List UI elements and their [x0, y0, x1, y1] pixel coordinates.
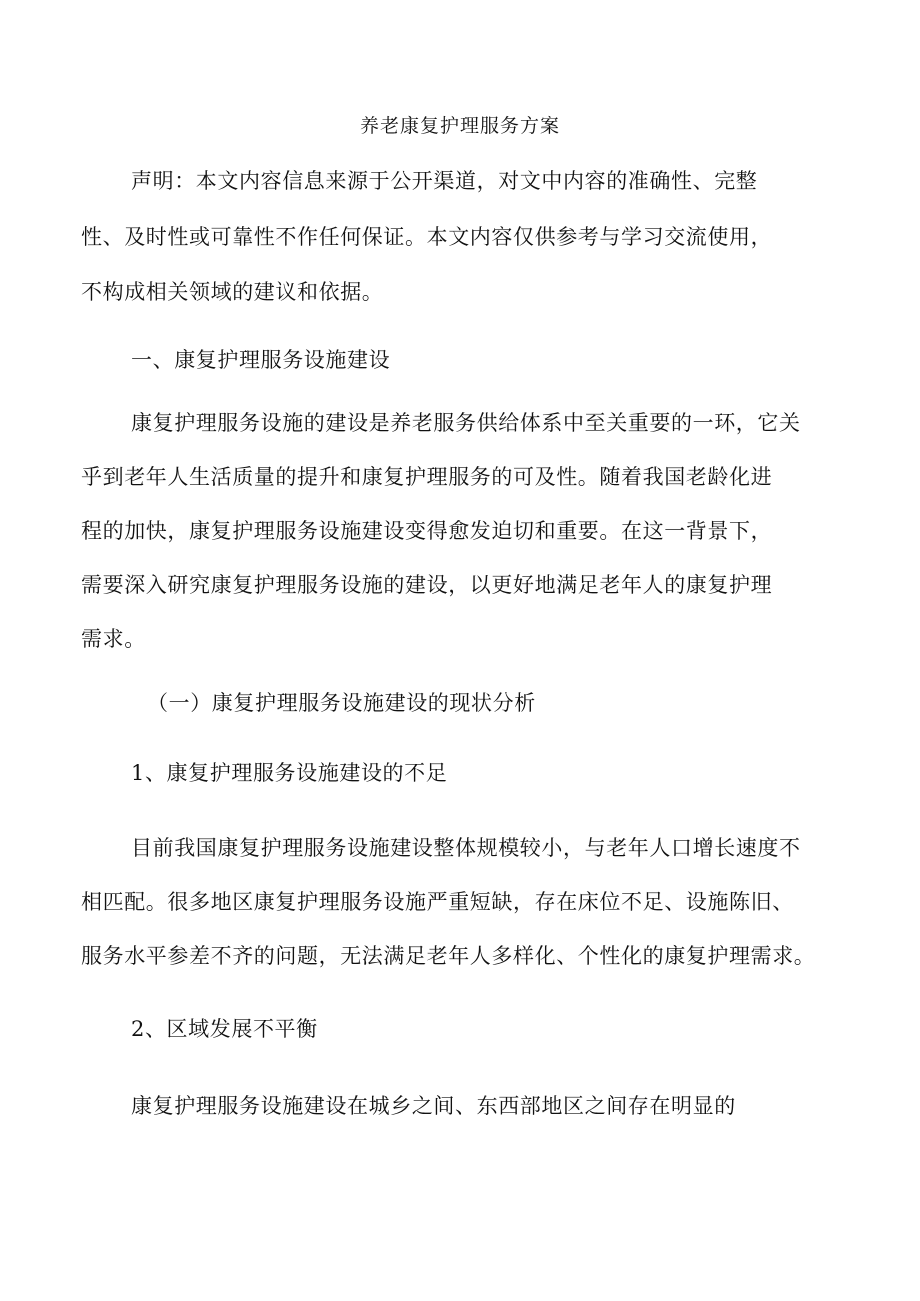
disclaimer-line-2: 性、及时性或可靠性不作任何保证。本文内容仅供参考与学习交流使用，	[81, 225, 773, 249]
disclaimer-line-1: 声明：本文内容信息来源于公开渠道，对文中内容的准确性、完整	[131, 169, 758, 193]
item-1-paragraph-line-1: 目前我国康复护理服务设施建设整体规模较小，与老年人口增长速度不	[131, 836, 801, 860]
section-paragraph-line-2: 乎到老年人生活质量的提升和康复护理服务的可及性。随着我国老龄化进	[81, 465, 773, 489]
section-paragraph-line-5: 需求。	[81, 627, 146, 651]
section-heading: 一、康复护理服务设施建设	[131, 348, 391, 372]
item-2-heading: 2、区域发展不平衡	[131, 1017, 318, 1041]
item-1-heading: 1、康复护理服务设施建设的不足	[131, 761, 448, 785]
section-paragraph-line-4: 需要深入研究康复护理服务设施的建设，以更好地满足老年人的康复护理	[81, 573, 773, 597]
subsection-heading: （一）康复护理服务设施建设的现状分析	[147, 691, 536, 715]
disclaimer-line-3: 不构成相关领域的建议和依据。	[81, 280, 384, 304]
item-1-paragraph-line-2: 相匹配。很多地区康复护理服务设施严重短缺，存在床位不足、设施陈旧、	[81, 890, 794, 914]
section-paragraph-line-3: 程的加快，康复护理服务设施建设变得愈发迫切和重要。在这一背景下，	[81, 519, 773, 543]
document-title: 养老康复护理服务方案	[359, 115, 560, 137]
section-paragraph-line-1: 康复护理服务设施的建设是养老服务供给体系中至关重要的一环，它关	[131, 411, 801, 435]
item-1-paragraph-line-3: 服务水平参差不齐的问题，无法满足老年人多样化、个性化的康复护理需求。	[81, 944, 816, 968]
item-2-paragraph-line-1: 康复护理服务设施建设在城乡之间、东西部地区之间存在明显的	[131, 1094, 736, 1118]
